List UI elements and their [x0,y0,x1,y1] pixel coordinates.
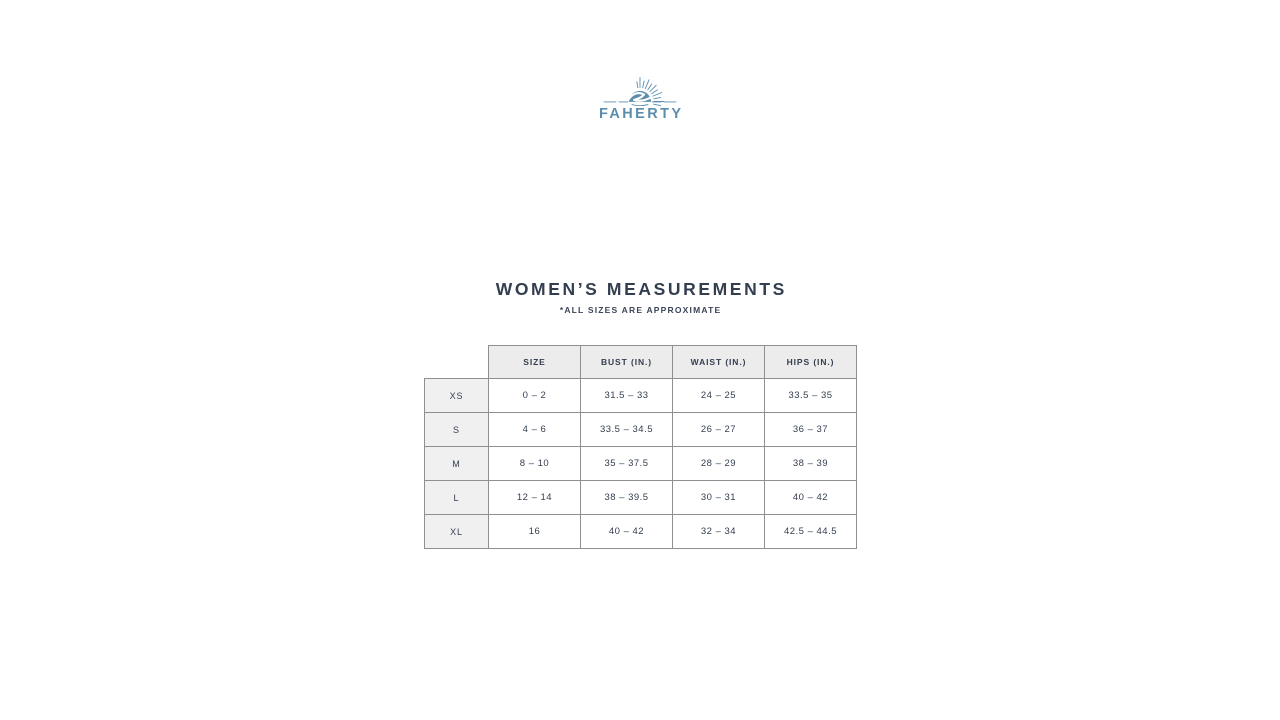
hips-cell: 42.5 – 44.5 [765,515,857,549]
waist-cell: 28 – 29 [673,447,765,481]
hips-cell: 33.5 – 35 [765,379,857,413]
table-row [425,379,857,413]
row-label-cell: M [425,447,489,481]
bust-cell: 40 – 42 [581,515,673,549]
header-cell-bust: BUST (IN.) [581,346,673,379]
brand-wordmark: FAHERTY [598,106,684,122]
bust-cell: 31.5 – 33 [581,379,673,413]
hips-cell: 40 – 42 [765,481,857,515]
hips-cell: 38 – 39 [765,447,857,481]
waist-cell: 24 – 25 [673,379,765,413]
row-label-cell: S [425,413,489,447]
bust-cell: 38 – 39.5 [581,481,673,515]
brand-logo [0,76,1280,123]
size-cell: 4 – 6 [489,413,581,447]
size-chart-body [425,379,857,549]
header-row [425,346,857,379]
waist-cell: 30 – 31 [673,481,765,515]
header-cell-hips: HIPS (IN.) [765,346,857,379]
table-row [425,447,857,481]
size-chart-header [425,346,857,379]
size-cell: 16 [489,515,581,549]
size-chart-table [424,345,857,549]
page-subtitle: *ALL SIZES ARE APPROXIMATE [559,305,722,315]
header-cell-size: SIZE [489,346,581,379]
size-cell: 8 – 10 [489,447,581,481]
waist-cell: 26 – 27 [673,413,765,447]
sun-wave-icon [601,76,679,106]
bust-cell: 33.5 – 34.5 [581,413,673,447]
bust-cell: 35 – 37.5 [581,447,673,481]
waist-cell: 32 – 34 [673,515,765,549]
header-blank-cell [425,346,489,379]
row-label-cell: XL [425,515,489,549]
hips-cell: 36 – 37 [765,413,857,447]
table-row [425,481,857,515]
size-cell: 0 – 2 [489,379,581,413]
row-label-cell: L [425,481,489,515]
page-title: WOMEN’S MEASUREMENTS [495,279,787,299]
header-cell-waist: WAIST (IN.) [673,346,765,379]
size-chart [424,345,857,549]
table-row [425,515,857,549]
row-label-cell: XS [425,379,489,413]
size-cell: 12 – 14 [489,481,581,515]
table-row [425,413,857,447]
